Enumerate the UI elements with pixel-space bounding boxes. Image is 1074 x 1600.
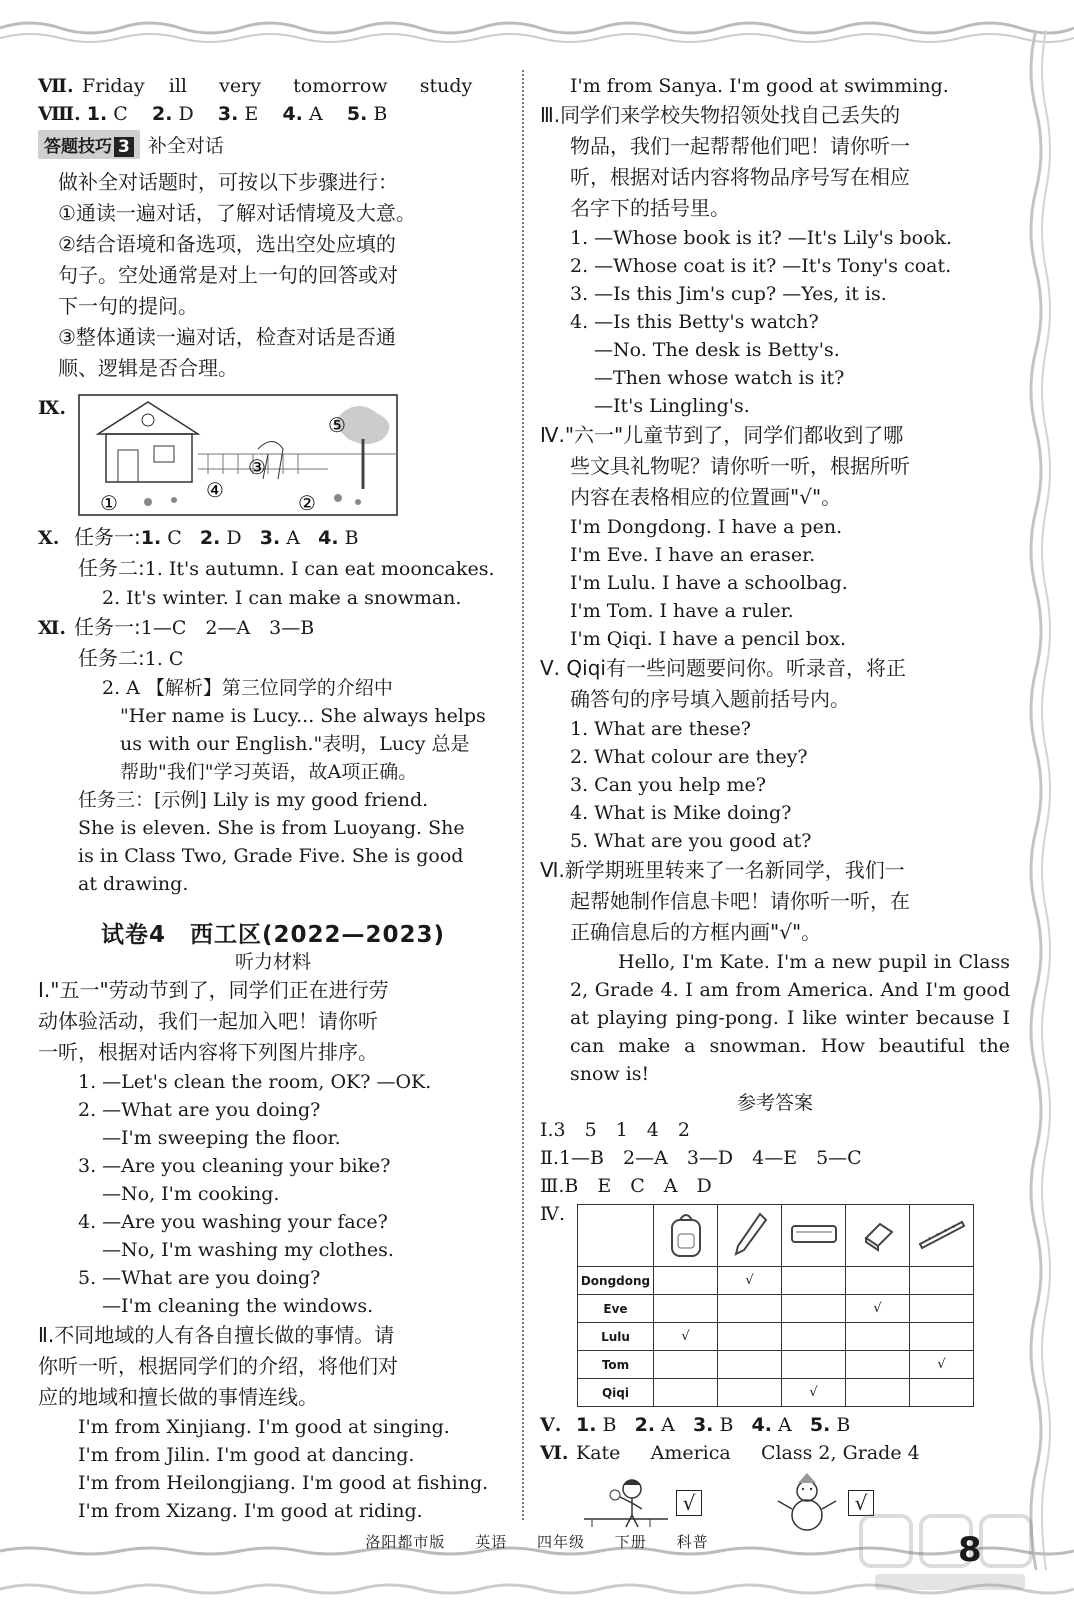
question-6: Ⅵ.新学期班里转来了一名新同学，我们一 起帮她制作信息卡吧！请你听一听，在 正确信息后的方框内画"√"。 Hello, I'm Kate. I'm a new pupil in Class 2, Grade 4. I am from America. And I'm good at playing ping-pong. I like winter because I can make a snowman. How beautiful the snow is! — [540, 855, 1010, 1088]
answer-ix: Ⅸ. ⑤ ③ ④ ① ② — [38, 394, 508, 516]
table-row: Tom √ — [578, 1351, 974, 1379]
column-divider — [522, 70, 524, 1520]
checkbox-snowman: √ — [848, 1490, 874, 1516]
footer-volume: 下册 — [614, 1533, 647, 1551]
answer-x: Ⅹ. 任务一:1. C 2. D 3. A 4. B 任务二:1. It's autumn. I can eat mooncakes. 2. It's winter. I can make a snowman. — [38, 525, 495, 609]
footer-grade: 四年级 — [536, 1533, 585, 1551]
scene-mark-2: ② — [298, 491, 316, 515]
tip-body: 做补全对话题时，可按以下步骤进行： ①通读一遍对话，了解对话情境及大意。 ②结合语境和备选项，选出空处应填的 句子。空处通常是对上一句的回答或对 下一句的提问。 ③整体通读一遍对话，检查对话是否通 顺、逻辑是否合理。 — [58, 170, 416, 380]
footer-edition: 洛阳都市版 — [365, 1533, 446, 1551]
table-row: Dongdong √ — [578, 1267, 974, 1295]
scene-mark-5: ⑤ — [328, 413, 346, 437]
q6-passage: Hello, I'm Kate. I'm a new pupil in Class 2, Grade 4. I am from America. And I'm good at playing ping-pong. I like winter because I can make a snowman. How beautiful the snow is! — [570, 951, 1010, 1085]
answer-3: Ⅲ.B E C A D — [540, 1175, 712, 1197]
scene-mark-1: ① — [100, 491, 118, 515]
table-row: Qiqi √ — [578, 1379, 974, 1407]
answer-5: Ⅴ. 1. B 2. A 3. B 4. A 5. B — [540, 1414, 851, 1436]
table-row: Lulu √ — [578, 1323, 974, 1351]
answer-2: Ⅱ.1—B 2—A 3—D 4—E 5—C — [540, 1147, 862, 1169]
page-number: 8 — [958, 1530, 982, 1570]
gift-table — [577, 1204, 974, 1407]
ping-pong-sketch — [580, 1475, 702, 1531]
watermark-logo — [855, 1510, 1045, 1595]
eraser-icon — [846, 1205, 910, 1267]
exam-subtitle: 听力材料 — [234, 951, 311, 973]
schoolbag-icon — [654, 1205, 718, 1267]
girl-ping-pong-icon — [580, 1475, 670, 1531]
question-2-tail: I'm from Sanya. I'm good at swimming. — [570, 75, 949, 97]
ruler-icon — [910, 1205, 974, 1267]
tip-header — [38, 130, 508, 159]
right-column — [540, 72, 1010, 1533]
footer-subject: 英语 — [475, 1533, 508, 1551]
tip-title: 补全对话 — [147, 135, 224, 157]
exam-title: 试卷4 西工区(2022—2023) — [100, 922, 446, 948]
snowman-icon — [772, 1473, 842, 1533]
page-footer — [0, 1531, 1074, 1552]
answer-vii: Ⅶ. Friday ill very tomorrow study — [38, 75, 473, 97]
table-row: Eve √ — [578, 1295, 974, 1323]
table-header-row — [578, 1205, 974, 1267]
answer-4-label: Ⅳ. — [540, 1203, 566, 1225]
left-column — [38, 72, 508, 1525]
pen-icon — [718, 1205, 782, 1267]
answer-viii: Ⅷ. 1. C 2. D 3. E 4. A 5. B — [38, 103, 388, 125]
right-edge-decoration — [1018, 30, 1058, 1570]
farm-scene-illustration — [78, 394, 398, 516]
pencil-box-icon — [782, 1205, 846, 1267]
question-1: Ⅰ."五一"劳动节到了，同学们正在进行劳 动体验活动，我们一起加入吧！请你听 一听，根据对话内容将下列图片排序。 1. —Let's clean the room, OK? —OK. 2. —What are you doing? —I'm sweeping the floor. 3. —Are you cleaning your bike? —No, I'm cooking. 4. —Are you washing your face? —No, I'm washing my clothes. 5. —What are you doing? —I'm cleaning the windows. — [38, 978, 432, 1317]
answer-1: Ⅰ.3 5 1 4 2 — [540, 1119, 690, 1141]
tip-badge: 答题技巧 3 — [38, 130, 140, 159]
question-5: Ⅴ. Qiqi有一些问题要问你。听录音，将正 确答句的序号填入题前括号内。 1. What are these? 2. What colour are they? 3. Can you help me? 4. What is Mike doing? 5. What are you good at? — [540, 656, 906, 852]
checkbox-ping-pong: √ — [676, 1490, 702, 1516]
top-edge-decoration — [0, 0, 1074, 50]
answer-xi: Ⅺ. 任务一:1—C 2—A 3—B 任务二:1. C 2. A 【解析】第三位同学的介绍中 "Her name is Lucy... She always helps us with our English."表明，Lucy 总是 帮助"我们"学习英语，故A项正确。 任务三：[示例] Lily is my good friend. She is eleven. She is from Luoyang. She is in Class Two, Grade Five. She is good at drawing. — [38, 615, 486, 895]
footer-publisher: 科普 — [676, 1533, 709, 1551]
question-4: Ⅳ."六一"儿童节到了，同学们都收到了哪 些文具礼物呢？请你听一听，根据所听 内容在表格相应的位置画"√"。 I'm Dongdong. I have a pen. I'm Eve. I have an eraser. I'm Lulu. I have a schoolbag. I'm Tom. I have a ruler. I'm Qiqi. I have a pencil box. — [540, 423, 910, 650]
scene-mark-4: ④ — [206, 478, 224, 502]
question-3: Ⅲ.同学们来学校失物招领处找自己丢失的 物品，我们一起帮帮他们吧！请你听一 听，根据对话内容将物品序号写在相应 名字下的括号里。 1. —Whose book is it? —It's Lily's book. 2. —Whose coat is it? —It's Tony's coat. 3. —Is this Jim's cup? —Yes, it is. 4. —Is this Betty's watch? —No. The desk is Betty's. —Then whose watch is it? —It's Lingling's. — [540, 103, 953, 417]
question-2: Ⅱ.不同地域的人有各自擅长做的事情。请 你听一听，根据同学们的介绍，将他们对 应的地域和擅长做的事情连线。 I'm from Xinjiang. I'm good at singing. I'm from Jilin. I'm good at dancing. I'm from Heilongjiang. I'm good at fishing. I'm from Xizang. I'm good at riding. — [38, 1323, 489, 1522]
answer-6: Ⅵ. Kate America Class 2, Grade 4 — [540, 1442, 920, 1464]
scene-mark-3: ③ — [248, 455, 266, 479]
answers-title: 参考答案 — [736, 1092, 813, 1114]
